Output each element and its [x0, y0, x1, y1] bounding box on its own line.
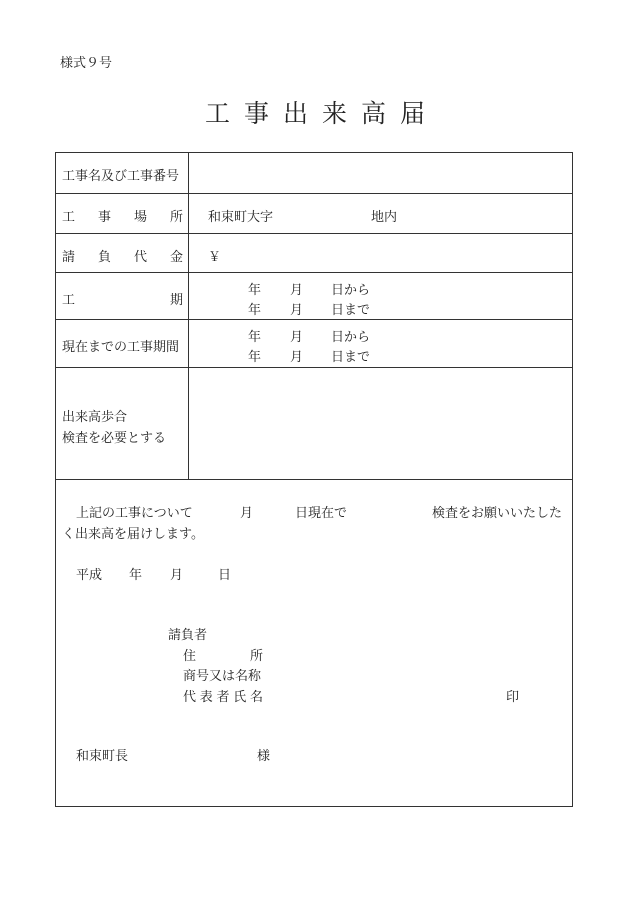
date-month: 月 — [170, 568, 184, 583]
contractor-label: 請負者 — [168, 628, 208, 643]
contractor-address-label — [183, 645, 263, 664]
current-day-from: 日から — [331, 330, 371, 345]
rep-label-char: 氏 — [233, 690, 247, 705]
project-name-label: 工事名及び工事番号 — [62, 169, 180, 184]
inspection-required-label: 検査を必要とする — [62, 431, 167, 446]
contract-label-char: 代 — [133, 250, 147, 265]
current-day-to: 日まで — [331, 350, 371, 365]
contract-label-char: 金 — [169, 250, 183, 265]
period-month-to: 月 — [290, 303, 304, 318]
trade-name-label: 商号又は名称 — [183, 669, 262, 684]
progress-rate-label: 出来高歩合 — [62, 410, 128, 425]
recipient-honorific: 様 — [257, 749, 271, 764]
seal-mark: 印 — [506, 690, 520, 705]
site-town: 和束町大字 — [208, 210, 274, 225]
row-divider — [55, 367, 573, 368]
site-label-char: 工 — [62, 210, 76, 225]
period-month-from: 月 — [290, 283, 304, 298]
yen-sign: ￥ — [208, 250, 222, 265]
row-divider — [55, 193, 573, 194]
contract-label-char: 請 — [62, 250, 76, 265]
address-label-char: 所 — [249, 649, 263, 664]
date-day: 日 — [218, 568, 232, 583]
contract-label-char: 負 — [97, 250, 111, 265]
period-year-from: 年 — [248, 283, 262, 298]
rep-label-char: 代 — [183, 690, 197, 705]
period-day-to: 日まで — [331, 303, 371, 318]
rep-label-char: 名 — [249, 690, 263, 705]
statement-text: 上記の工事について — [76, 506, 193, 521]
period-year-to: 年 — [248, 303, 262, 318]
current-month-to: 月 — [290, 350, 304, 365]
row-divider — [55, 319, 573, 320]
row-divider — [55, 233, 573, 234]
site-suffix: 地内 — [371, 210, 398, 225]
recipient-name: 和束町長 — [76, 749, 129, 764]
period-day-from: 日から — [331, 283, 371, 298]
statement-day-now: 日現在で — [295, 506, 348, 521]
row-divider — [55, 272, 573, 273]
current-period-label: 現在までの工事期間 — [62, 340, 180, 355]
period-label-char: 工 — [62, 293, 76, 308]
label-column-divider — [188, 152, 189, 479]
date-era: 平成 — [76, 568, 103, 583]
document-title: 工事出来高届 — [204, 99, 439, 128]
date-year: 年 — [129, 568, 143, 583]
site-label — [62, 206, 183, 225]
period-label-char: 期 — [169, 293, 183, 308]
rep-label-char: 者 — [216, 690, 230, 705]
current-year-from: 年 — [248, 330, 262, 345]
current-month-from: 月 — [290, 330, 304, 345]
form-number: 様式９号 — [60, 56, 113, 71]
row-divider — [55, 479, 573, 480]
statement-request: 検査をお願いいたした — [432, 506, 563, 521]
current-year-to: 年 — [248, 350, 262, 365]
address-label-char: 住 — [183, 649, 197, 664]
representative-label — [183, 686, 263, 705]
rep-label-char: 表 — [199, 690, 213, 705]
site-label-char: 事 — [97, 210, 111, 225]
construction-period-label — [62, 289, 183, 308]
site-label-char: 所 — [169, 210, 183, 225]
statement-line2: く出来高を届けします。 — [62, 527, 204, 542]
contract-amount-label — [62, 246, 183, 265]
statement-month: 月 — [240, 506, 254, 521]
site-label-char: 場 — [133, 210, 147, 225]
